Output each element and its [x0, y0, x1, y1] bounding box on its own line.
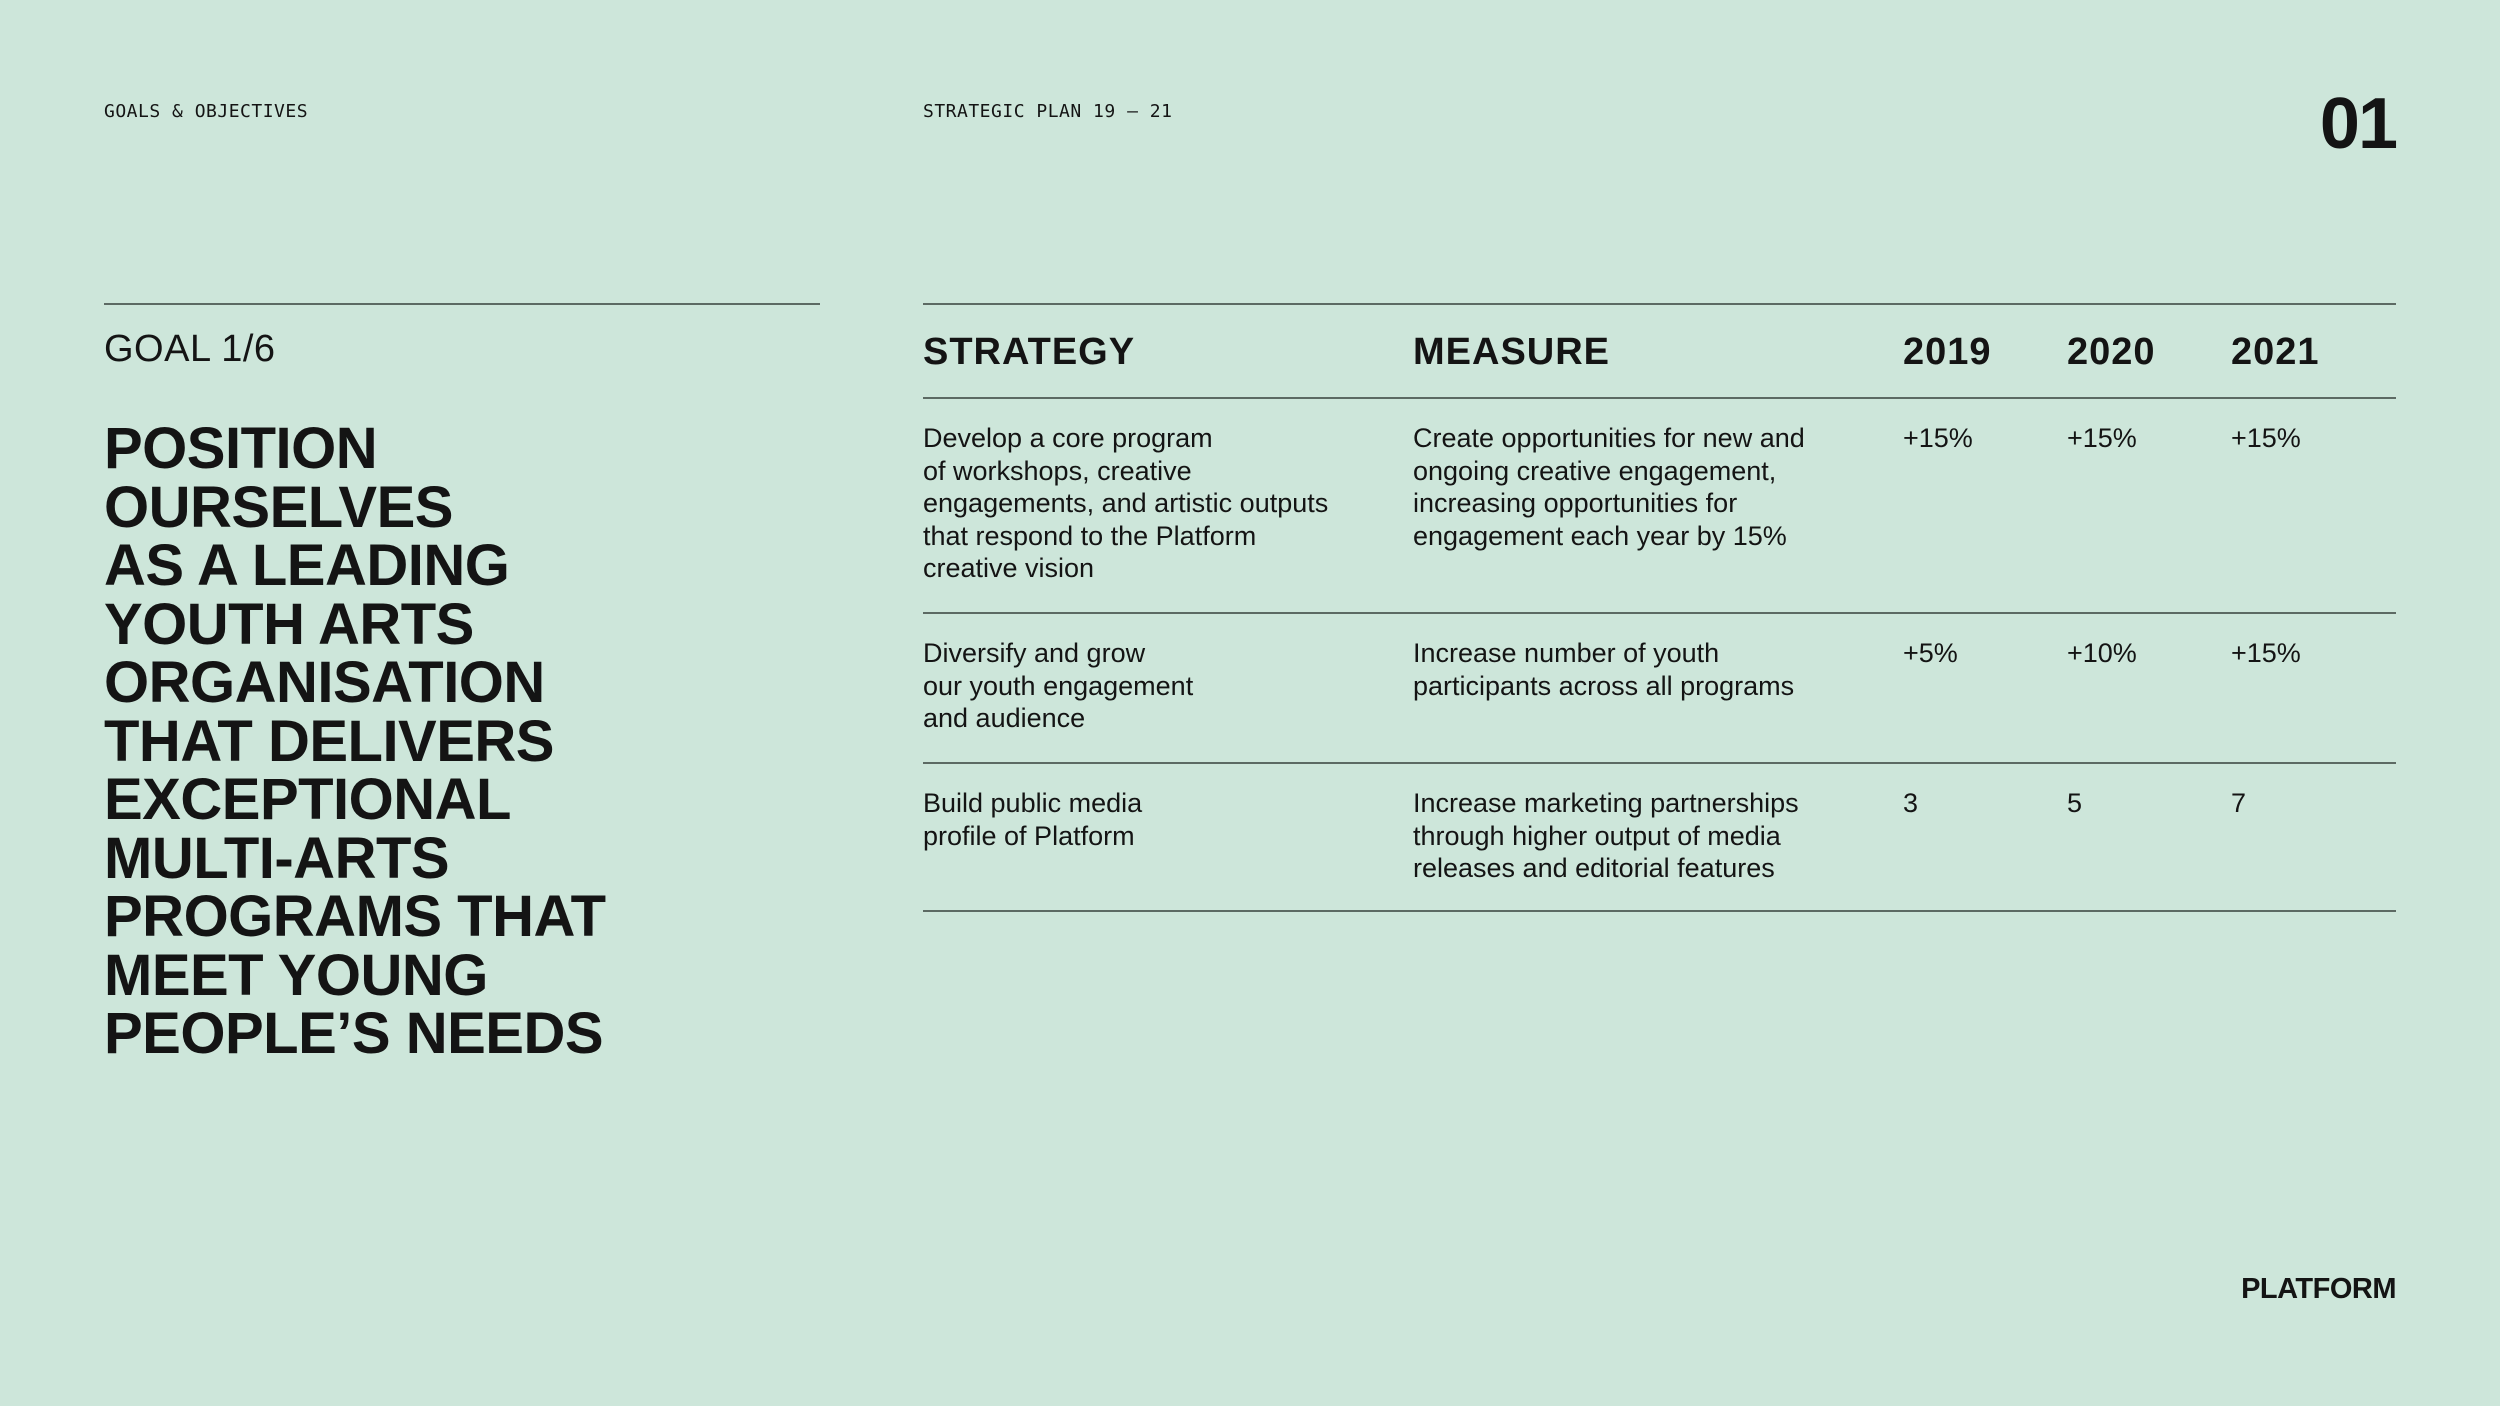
column-header-2020: 2020	[2067, 330, 2156, 373]
measure-cell: Increase marketing partnerships through higher output of media releases and editorial features	[1413, 788, 1799, 883]
target-2020-cell: 5	[2067, 788, 2083, 818]
page-number: 01	[2319, 84, 2396, 164]
target-2021-cell: +15%	[2231, 638, 2301, 668]
section-label: GOALS & OBJECTIVES	[104, 101, 309, 122]
strategy-cell: Build public media profile of Platform	[923, 788, 1143, 851]
table-row	[923, 762, 2396, 912]
table-row	[923, 397, 2396, 612]
goal-statement: POSITION OURSELVES AS A LEADING YOUTH ARTS ORGANISATION THAT DELIVERS EXCEPTIONAL MULTI-ARTS PROGRAMS THAT MEET YOUNG PEOPLE’S NEEDS	[104, 416, 606, 1066]
strategy-table	[923, 303, 2396, 912]
table-header-row	[923, 303, 2396, 397]
target-2021-cell: +15%	[2231, 423, 2301, 453]
platform-logo: PLATFORM	[2241, 1273, 2396, 1305]
goal-label: GOAL 1/6	[104, 328, 276, 370]
target-2021-cell: 7	[2231, 788, 2247, 818]
strategy-cell: Diversify and grow our youth engagement and audience	[923, 638, 1194, 733]
goal-divider	[104, 303, 820, 305]
table-row	[923, 612, 2396, 762]
measure-cell: Increase number of youth participants across all programs	[1413, 638, 1795, 701]
target-2019-cell: +5%	[1903, 638, 1958, 668]
target-2019-cell: +15%	[1903, 423, 1973, 453]
column-header-2019: 2019	[1903, 330, 1992, 373]
target-2020-cell: +10%	[2067, 638, 2137, 668]
target-2020-cell: +15%	[2067, 423, 2137, 453]
column-header-strategy: STRATEGY	[923, 330, 1136, 373]
document-title: STRATEGIC PLAN 19 – 21	[923, 101, 1173, 122]
column-header-measure: MEASURE	[1413, 330, 1611, 373]
measure-cell: Create opportunities for new and ongoing creative engagement, increasing opportunities for engagement each year by 15%	[1413, 423, 1805, 551]
column-header-2021: 2021	[2231, 330, 2320, 373]
target-2019-cell: 3	[1903, 788, 1919, 818]
strategy-cell: Develop a core program of workshops, creative engagements, and artistic outputs that respond to the Platform creative vision	[923, 423, 1329, 583]
